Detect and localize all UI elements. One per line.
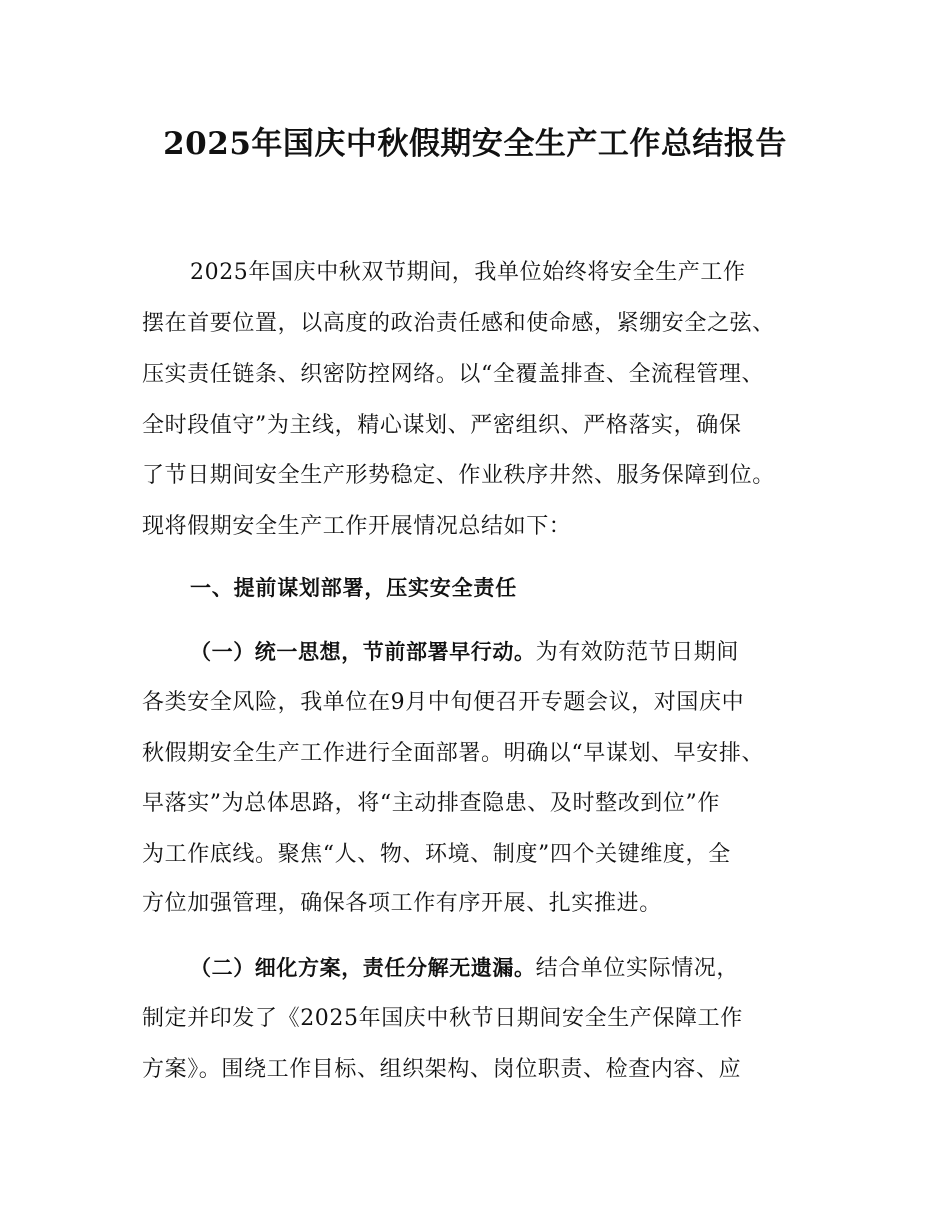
document-title: 2025年国庆中秋假期安全生产工作总结报告	[163, 126, 787, 162]
body-line: 制定并印发了《2025年国庆中秋节日期间安全生产保障工作	[142, 1006, 743, 1031]
intro-line: 现将假期安全生产工作开展情况总结如下：	[142, 514, 572, 539]
intro-line: 压实责任链条、织密防控网络。以“全覆盖排查、全流程管理、	[142, 362, 765, 387]
subsection-lead: （一）统一思想，节前部署早行动。	[190, 640, 536, 664]
subsection-first-line	[190, 637, 739, 668]
body-line: 为工作底线。聚焦“人、物、环境、制度”四个关键维度，全	[142, 842, 731, 867]
subsection-text: 结合单位实际情况，	[535, 956, 740, 981]
body-line: 秋假期安全生产工作进行全面部署。明确以“早谋划、早安排、	[142, 741, 765, 766]
body-line: 早落实”为总体思路，将“主动排查隐患、及时整改到位”作	[142, 791, 720, 816]
section-heading: 一、提前谋划部署，压实安全责任	[190, 576, 517, 600]
body-line: 方位加强管理，确保各项工作有序开展、扎实推进。	[142, 891, 662, 916]
subsection-first-line	[190, 953, 739, 984]
body-line: 各类安全风险，我单位在9月中旬便召开专题会议，对国庆中	[142, 690, 745, 715]
subsection-text: 为有效防范节日期间	[535, 640, 740, 665]
intro-line: 了节日期间安全生产形势稳定、作业秩序井然、服务保障到位。	[142, 463, 775, 488]
subsection-lead: （二）细化方案，责任分解无遗漏。	[190, 956, 536, 980]
body-line: 方案》。围绕工作目标、组织架构、岗位职责、检查内容、应	[142, 1057, 742, 1082]
intro-line: 摆在首要位置，以高度的政治责任感和使命感，紧绷安全之弦、	[142, 311, 775, 336]
intro-line: 全时段值守”为主线，精心谋划、严密组织、严格落实，确保	[142, 413, 742, 438]
intro-line: 2025年国庆中秋双节期间，我单位始终将安全生产工作	[190, 260, 746, 285]
